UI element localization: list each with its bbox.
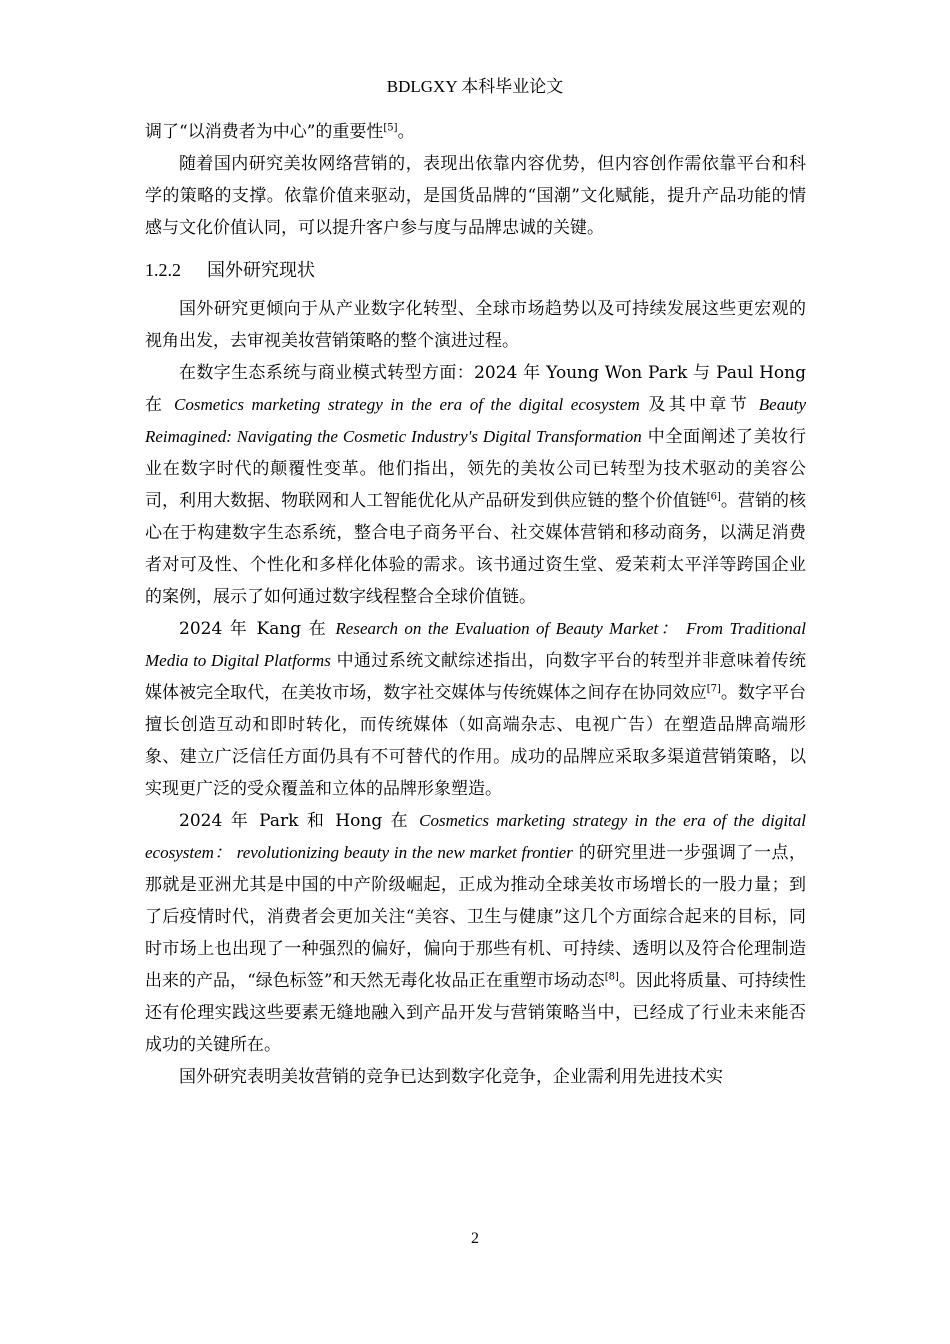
paragraph-text: 及其中章节 (639, 395, 759, 415)
paragraph-text: 。因此将质量、可持续性还有伦理实践这些要素无缝地融入到产品开发与营销策略当中，已经成了行业未来能否成功的关键所在。 (145, 971, 806, 1055)
paragraph-text: 中通过系统文献综述指出，向数字平台的转型并非意味着传统媒体被完全取代，在美妆市场，数字社交媒体与传统媒体之间存在协同效应 (145, 651, 807, 703)
paragraph-text: 调了“以消费者为中心”的重要性 (145, 122, 384, 142)
paragraph-kang-2024 (145, 613, 806, 805)
page-header: BDLGXY 本科毕业论文 (386, 77, 564, 96)
paragraph-foreign-conclusion (145, 1061, 806, 1093)
reference-title: Cosmetics marketing strategy in the era of the digital ecosystem (174, 395, 640, 414)
paragraph-text: 。营销的核心在于构建数字生态系统，整合电子商务平台、社交媒体营销和移动商务，以满足消费者对可及性、个性化和多样化体验的需求。该书通过资生堂、爱茉莉太平洋等跨国企业的案例，展示了如何通过数字线程整合全球价值链。 (145, 491, 806, 607)
paragraph-text: 。 (397, 122, 415, 142)
citation-ref-8: [8] (604, 971, 619, 983)
paragraph-text: 的研究里进一步强调了一点，那就是亚洲尤其是中国的中产阶级崛起，正成为推动全球美妆市场增长的一股力量；到了后疫情时代，消费者会更加关注“美容、卫生与健康”这几个方面综合起来的目标，同时市场上也出现了一种强烈的偏好，偏向于那些有机、可持续、透明以及符合伦理制造出来的产品，“绿色标签”和天然无毒化妆品正在重塑市场动态 (145, 843, 807, 991)
paragraph-text: 中全面阐述了美妆行业在数字时代的颠覆性变革。他们指出，领先的美妆公司已转型为技术驱动的美容公司，利用大数据、物联网和人工智能优化从产品研发到供应链的整个价值链 (145, 427, 807, 511)
paragraph-text: 国外研究表明美妆营销的竞争已达到数字化竞争，企业需利用先进技术实 (179, 1067, 723, 1087)
paragraph-continuation (145, 116, 806, 148)
page-number: 2 (471, 1230, 479, 1247)
paragraph-text: 2024 年 Park 和 Hong 在 (179, 811, 420, 831)
reference-title: Research on the Evaluation of Beauty Market： From Traditional Media to Digital Platforms (145, 619, 807, 670)
paragraph-text: 。数字平台擅长创造互动和即时转化，而传统媒体（如高端杂志、电视广告）在塑造品牌高端形象、建立广泛信任方面仍具有不可替代的作用。成功的品牌应采取多渠道营销策略，以实现更广泛的受众覆盖和立体的品牌形象塑造。 (145, 683, 806, 799)
citation-ref-5: [5] (383, 122, 398, 134)
paragraph-foreign-intro (145, 293, 806, 357)
paragraph-text: 随着国内研究美妆网络营销的，表现出依靠内容优势，但内容创作需依靠平台和科学的策略的支撑。依靠价值来驱动，是国货品牌的“国潮”文化赋能，提升产品功能的情感与文化价值认同，可以提升客户参与度与品牌忠诚的关键。 (145, 154, 806, 238)
section-heading (145, 254, 806, 287)
reference-title: Beauty Reimagined: Navigating the Cosmetic Industry's Digital Transformation (145, 395, 806, 446)
page-body (145, 116, 806, 1093)
paragraph-text: 在数字生态系统与商业模式转型方面：2024 年 Young Won Park 与 Paul Hong 在 (145, 363, 806, 415)
citation-ref-7: [7] (706, 683, 721, 695)
paragraph-domestic-summary (145, 148, 806, 244)
paragraph-digital-ecosystem (145, 357, 806, 613)
section-number: 1.2.2 (145, 260, 181, 280)
paragraph-text: 2024 年 Kang 在 (179, 619, 336, 639)
paragraph-text: 国外研究更倾向于从产业数字化转型、全球市场趋势以及可持续发展这些更宏观的视角出发，去审视美妆营销策略的整个演进过程。 (145, 299, 806, 351)
reference-title: Cosmetics marketing strategy in the era of the digital ecosystem： revolutionizing beauty in the new market frontier (145, 811, 806, 862)
section-title: 国外研究现状 (207, 260, 315, 281)
paragraph-park-hong-2024 (145, 805, 806, 1061)
citation-ref-6: [6] (706, 491, 721, 503)
